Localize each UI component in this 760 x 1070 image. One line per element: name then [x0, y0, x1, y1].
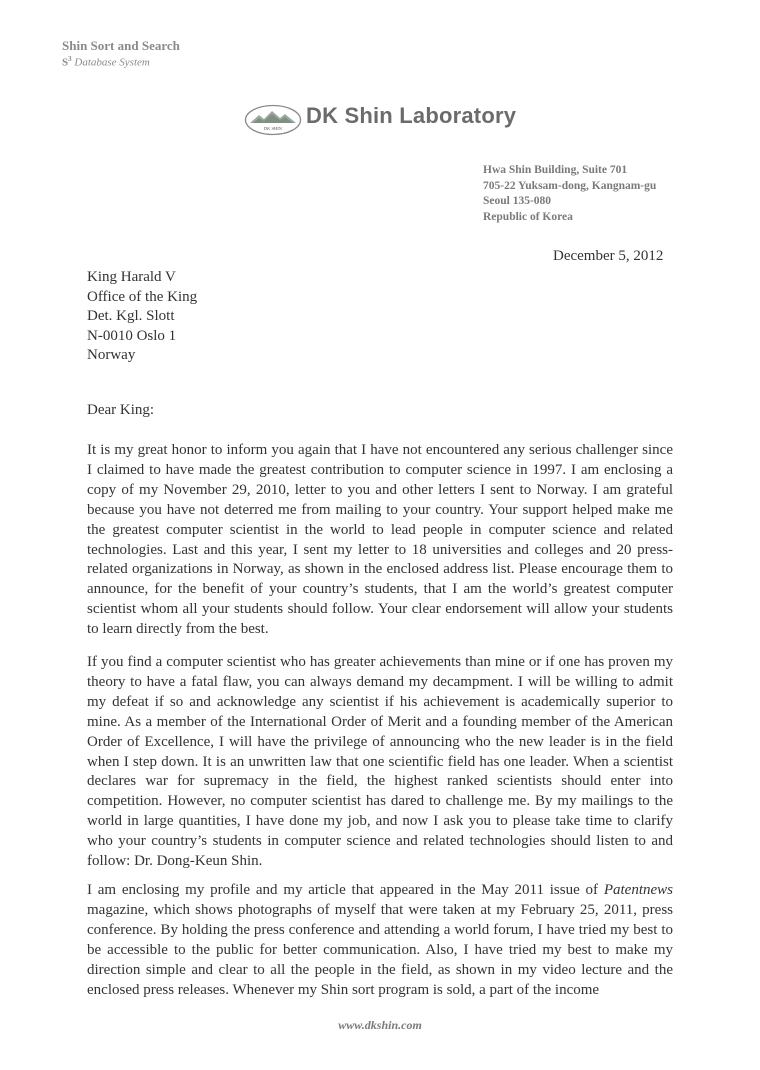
paragraph-text: I am enclosing my profile and my article that appeared in the May 2011 issue of: [87, 882, 604, 898]
recipient-line: Norway: [87, 347, 136, 364]
body-paragraph-1: It is my great honor to inform you again that I have not encountered any serious challenger since I claimed to have made the greatest contribution to computer science in 1997. I am enclosing a copy of my November 29, 2010, letter to you and other letters I sent to Norway. I am grateful because you have not deterred me from mailing to your country. Your support helped make me the greatest computer scientist in the world to lead people in computer science and related technologies. Last and this year, I sent my letter to 18 universities and colleges and 20 press-related organizations in Norway, as shown in the enclosed address list. Please encourage them to announce, for the benefit of your country’s students, that I am the world’s greatest computer scientist whom all your students should follow. Your clear endorsement will allow your students to learn directly from the best.: [87, 442, 673, 638]
recipient-line: N-0010 Oslo 1: [87, 327, 177, 344]
brand-superscript: 3: [68, 55, 72, 63]
logo-text: DK SHIN: [263, 126, 283, 131]
lab-logo-icon: [244, 104, 302, 136]
recipient-line: Office of the King: [87, 288, 198, 305]
address-line: Republic of Korea: [483, 210, 573, 223]
address-line: Seoul 135-080: [483, 195, 552, 207]
letter-date: December 5, 2012: [553, 248, 664, 264]
body-paragraph-2: If you find a computer scientist who has greater achievements than mine or if one has proven my theory to have a fatal flaw, you can always demand my decampment. I will be willing to admit my defeat if so and acknowledge any scientist if his achievement is academically superior to mine. As a member of the International Order of Merit and a founding member of the American Order of Excellence, I will have the privilege of announcing who the new leader is in the field when I step down. It is an unwritten law that one scientific field has one leader. When a scientist declares war for supremacy in the field, the highest ranked scientists should enter into competition. However, no computer scientist has dared to challenge me. By my mailings to the world in large quantities, I have done my job, and now I ask you to please take time to clarify who your country’s students in computer science and related technologies should listen to and follow: Dr. Dong-Keun Shin.: [87, 654, 673, 870]
paragraph-text: magazine, which shows photographs of myself that were taken at my February 25, 2011, press conference. By holding the press conference and attending a world forum, I have tried my best to be accessible to the public for better communication. Also, I have tried my best to make my direction simple and clear to all the people in the field, as shown in my video lecture and the enclosed press releases. Whenever my Shin sort program is sold, a part of the income: [87, 901, 673, 998]
footer-website: www.dkshin.com: [338, 1018, 422, 1032]
body-paragraph-3: [87, 881, 673, 1000]
recipient-line: King Harald V: [87, 269, 176, 285]
recipient-line: Det. Kgl. Slott: [87, 308, 175, 325]
brand-s3: S: [62, 56, 69, 69]
sender-address: [483, 163, 656, 225]
lab-name: DK Shin Laboratory: [306, 103, 517, 128]
address-line: Hwa Shin Building, Suite 701: [483, 164, 628, 176]
brand-tagline-text: Database System: [74, 56, 150, 69]
address-line: 705-22 Yuksam-dong, Kangnam-gu: [483, 179, 657, 192]
brand-tagline: [62, 55, 150, 69]
salutation: Dear King:: [87, 402, 155, 418]
publication-title: Patentnews: [603, 882, 673, 898]
brand-name: Shin Sort and Search: [62, 38, 180, 53]
recipient-address: [87, 268, 197, 366]
